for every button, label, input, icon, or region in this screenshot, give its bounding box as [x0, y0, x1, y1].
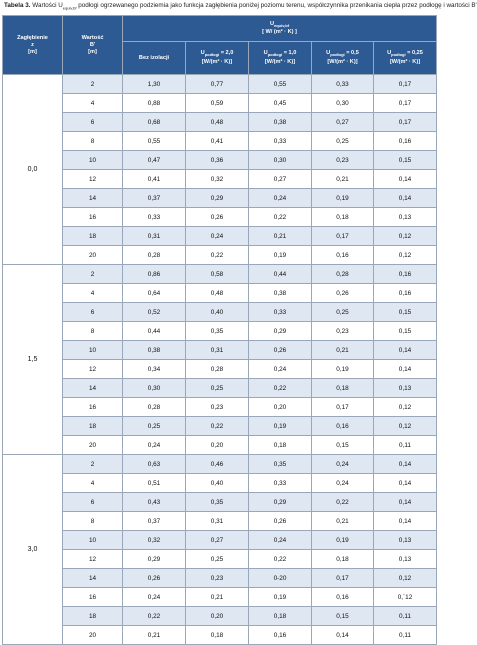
- bvalue-cell: 14: [63, 189, 123, 208]
- u-value-cell: 0,38: [123, 341, 186, 360]
- u-value-cell: 0,24: [249, 189, 312, 208]
- u-value-cell: 0,58: [186, 265, 249, 284]
- u-value-cell: 0,26: [312, 284, 374, 303]
- u-value-cell: 0,17: [374, 75, 437, 94]
- header-u-symbol: U: [200, 50, 205, 57]
- header-u-value: = 1,0: [283, 50, 297, 57]
- table-row: [3, 607, 437, 626]
- table-row: [3, 550, 437, 569]
- u-value-cell: 0,35: [249, 455, 312, 474]
- header-u-symbol: U: [263, 50, 268, 57]
- u-value-cell: 0,68: [123, 113, 186, 132]
- u-value-cell: 0,21: [312, 170, 374, 189]
- u-value-cell: 0,12: [374, 398, 437, 417]
- u-value-cell: 1,30: [123, 75, 186, 94]
- u-value-cell: 0,21: [123, 626, 186, 645]
- u-value-cell: 0,16: [312, 417, 374, 436]
- u-value-cell: 0,41: [123, 170, 186, 189]
- u-value-cell: 0,88: [123, 94, 186, 113]
- table-row: [3, 436, 437, 455]
- depth-cell: 1,5: [3, 265, 63, 455]
- u-value-cell: 0,31: [186, 512, 249, 531]
- u-value-cell: 0,16: [312, 588, 374, 607]
- bvalue-cell: 8: [63, 512, 123, 531]
- bvalue-cell: 16: [63, 208, 123, 227]
- table-row: [3, 170, 437, 189]
- bvalue-cell: 4: [63, 94, 123, 113]
- u-value-cell: 0,17: [374, 94, 437, 113]
- u-value-cell: 0,27: [249, 170, 312, 189]
- u-value-cell: 0,15: [374, 303, 437, 322]
- u-value-cell: 0,12: [374, 246, 437, 265]
- u-value-cell: 0,48: [186, 284, 249, 303]
- u-value-cell: 0,28: [186, 360, 249, 379]
- u-value-cell: 0,86: [123, 265, 186, 284]
- header-u-unit: [W/(m² · K)]: [201, 58, 233, 65]
- bvalue-cell: 4: [63, 284, 123, 303]
- u-value-cell: 0,32: [123, 531, 186, 550]
- u-value-cell: 0,28: [123, 246, 186, 265]
- table-row: [3, 208, 437, 227]
- bvalue-cell: 16: [63, 588, 123, 607]
- table-row: [3, 75, 437, 94]
- u-value-cell: 0,22: [123, 607, 186, 626]
- u-value-cell: 0,17: [312, 569, 374, 588]
- table-row: [3, 588, 437, 607]
- u-value-cell: 0,35: [186, 322, 249, 341]
- u-value-cell: 0,14: [374, 189, 437, 208]
- u-value-cell: 0,23: [312, 151, 374, 170]
- u-value-cell: 0,45: [249, 94, 312, 113]
- bvalue-cell: 12: [63, 170, 123, 189]
- header-depth-label: Zagłębienie: [17, 34, 48, 41]
- table-row: [3, 417, 437, 436]
- u-value-cell: 0,19: [249, 246, 312, 265]
- bvalue-cell: 12: [63, 360, 123, 379]
- u-value-cell: 0,21: [249, 227, 312, 246]
- table-row: [3, 512, 437, 531]
- u-value-cell: 0,33: [249, 132, 312, 151]
- table-row: [3, 265, 437, 284]
- u-value-cell: 0,31: [186, 341, 249, 360]
- header-bvalue-symbol: B': [89, 41, 96, 48]
- u-value-cell: 0,27: [312, 113, 374, 132]
- header-u-symbol: U: [387, 50, 392, 57]
- u-value-cell: 0,11: [374, 436, 437, 455]
- u-value-cell: 0,13: [374, 531, 437, 550]
- bvalue-cell: 6: [63, 303, 123, 322]
- u-value-cell: 0,15: [374, 322, 437, 341]
- u-value-cell: 0,40: [186, 474, 249, 493]
- table-row: [3, 284, 437, 303]
- u-value-cell: 0-20: [249, 569, 312, 588]
- u-value-cell: 0,64: [123, 284, 186, 303]
- u-value-cell: 0,44: [123, 322, 186, 341]
- table-row: [3, 626, 437, 645]
- u-value-cell: 0,24: [123, 436, 186, 455]
- u-value-cell: 0,24: [123, 588, 186, 607]
- u-value-cell: 0,23: [186, 569, 249, 588]
- table-row: [3, 246, 437, 265]
- u-value-cell: 0,29: [249, 322, 312, 341]
- u-value-cell: 0,44: [249, 265, 312, 284]
- u-value-cell: 0,33: [249, 303, 312, 322]
- caption-label: Tabela 3.: [4, 2, 31, 9]
- header-depth: [3, 16, 63, 75]
- u-value-cell: 0,16: [249, 626, 312, 645]
- table-row: [3, 531, 437, 550]
- bvalue-cell: 18: [63, 417, 123, 436]
- table-row: [3, 189, 437, 208]
- u-value-cell: 0,25: [186, 550, 249, 569]
- u-value-cell: 0,16: [374, 284, 437, 303]
- bvalue-cell: 18: [63, 227, 123, 246]
- caption-text-b: podłogi ogrzewanego podziemia jako funkcja zagłębienia poniżej poziomu terenu, współczynnika przenikania ciepła przez podłogę i wartości B': [76, 2, 477, 9]
- u-value-cell: 0,19: [312, 360, 374, 379]
- caption-text-a: Wartości U: [30, 2, 63, 9]
- u-value-cell: 0,55: [249, 75, 312, 94]
- table-row: [3, 474, 437, 493]
- u-value-cell: 0,48: [186, 113, 249, 132]
- header-depth-unit: [m]: [28, 48, 37, 55]
- bvalue-cell: 16: [63, 398, 123, 417]
- u-value-cell: 0,29: [123, 550, 186, 569]
- u-value-cell: 0,28: [123, 398, 186, 417]
- u-value-cell: 0,63: [123, 455, 186, 474]
- table-row: [3, 322, 437, 341]
- bvalue-cell: 10: [63, 341, 123, 360]
- u-value-cell: 0,37: [123, 189, 186, 208]
- u-value-cell: 0,21: [312, 341, 374, 360]
- u-value-cell: 0,32: [186, 170, 249, 189]
- u-value-cell: 0,16: [374, 132, 437, 151]
- u-value-cell: 0,41: [186, 132, 249, 151]
- u-value-cell: 0,26: [249, 512, 312, 531]
- u-value-cell: 0,18: [186, 626, 249, 645]
- header-uequiv-symbol: U: [269, 20, 274, 27]
- u-value-cell: 0,38: [249, 113, 312, 132]
- u-value-cell: 0,24: [249, 531, 312, 550]
- u-value-cell: 0,18: [312, 550, 374, 569]
- u-value-cell: 0,19: [312, 531, 374, 550]
- u-value-cell: 0,36: [186, 151, 249, 170]
- u-value-cell: 0,16: [312, 246, 374, 265]
- table-row: [3, 569, 437, 588]
- bvalue-cell: 4: [63, 474, 123, 493]
- u-value-cell: 0,26: [186, 208, 249, 227]
- bvalue-cell: 8: [63, 322, 123, 341]
- u-value-cell: 0,28: [312, 265, 374, 284]
- u-value-cell: 0,22: [249, 208, 312, 227]
- u-value-cell: 0,46: [186, 455, 249, 474]
- u-value-cell: 0,37: [123, 512, 186, 531]
- header-u-value: = 0,5: [346, 50, 359, 57]
- u-value-cell: 0,26: [123, 569, 186, 588]
- u-value-cell: 0,14: [374, 474, 437, 493]
- u-value-cell: 0,13: [374, 379, 437, 398]
- u-value-cell: 0,29: [186, 189, 249, 208]
- u-value-cell: 0,22: [186, 417, 249, 436]
- u-value-cell: 0,40: [186, 303, 249, 322]
- header-no-insulation: Bez izolacji: [123, 42, 186, 75]
- u-value-cell: 0,13: [374, 550, 437, 569]
- u-value-cell: 0,30: [123, 379, 186, 398]
- u-value-cell: 0,51: [123, 474, 186, 493]
- header-uequiv-sub: equiv,bf: [274, 23, 290, 29]
- bvalue-cell: 20: [63, 246, 123, 265]
- u-value-cell: 0,21: [186, 588, 249, 607]
- header-u-0-5: [312, 42, 374, 75]
- u-value-cell: 0,18: [249, 607, 312, 626]
- u-value-cell: 0,33: [249, 474, 312, 493]
- u-value-cell: 0,14: [374, 512, 437, 531]
- u-value-cell: 0,17: [374, 113, 437, 132]
- u-value-cell: 0,11: [374, 626, 437, 645]
- u-value-cell: 0,14: [374, 341, 437, 360]
- u-value-cell: 0,21: [312, 512, 374, 531]
- u-value-cell: 0,19: [249, 588, 312, 607]
- header-u-value: = 0,25: [407, 50, 423, 57]
- u-value-cell: 0,16: [374, 265, 437, 284]
- u-value-cell: 0,20: [186, 436, 249, 455]
- u-value-cell: 0,38: [249, 284, 312, 303]
- header-u-sub: podłogi: [330, 52, 345, 58]
- header-depth-symbol: z: [31, 41, 34, 48]
- u-value-cell: 0,24: [312, 474, 374, 493]
- header-u-sub: podłogi: [391, 52, 406, 58]
- table-row: [3, 132, 437, 151]
- bvalue-cell: 8: [63, 132, 123, 151]
- table-row: [3, 227, 437, 246]
- u-value-cell: 0,25: [312, 303, 374, 322]
- u-value-cell: 0,22: [312, 493, 374, 512]
- header-bvalue-unit: [m]: [88, 48, 97, 55]
- u-value-cell: 0,30: [249, 151, 312, 170]
- u-value-cell: 0,24: [186, 227, 249, 246]
- table-row: [3, 455, 437, 474]
- u-value-cell: 0,33: [312, 75, 374, 94]
- header-u-value: = 2,0: [220, 50, 234, 57]
- depth-cell: 3,0: [3, 455, 63, 645]
- u-value-cell: 0,47: [123, 151, 186, 170]
- u-value-cell: 0,14: [312, 626, 374, 645]
- header-u-sub: podłogi: [204, 52, 220, 58]
- u-value-cell: 0,23: [186, 398, 249, 417]
- bvalue-cell: 10: [63, 151, 123, 170]
- u-value-cell: 0,27: [186, 531, 249, 550]
- u-value-cell: 0,30: [312, 94, 374, 113]
- table-body: [3, 75, 437, 645]
- u-value-cell: 0,17: [312, 398, 374, 417]
- u-value-cell: 0,14: [374, 455, 437, 474]
- u-value-cell: 0,`12: [374, 588, 437, 607]
- u-value-cell: 0,26: [249, 341, 312, 360]
- table-row: [3, 379, 437, 398]
- bvalue-cell: 2: [63, 265, 123, 284]
- bvalue-cell: 18: [63, 607, 123, 626]
- table-row: [3, 151, 437, 170]
- u-value-cell: 0,18: [312, 208, 374, 227]
- u-value-cell: 0,22: [249, 379, 312, 398]
- u-value-cell: 0,35: [186, 493, 249, 512]
- u-value-cell: 0,52: [123, 303, 186, 322]
- header-u-unit: [W/(m² · K)]: [264, 58, 296, 65]
- depth-cell: 0,0: [3, 75, 63, 265]
- u-value-cell: 0,33: [123, 208, 186, 227]
- u-value-cell: 0,34: [123, 360, 186, 379]
- u-value-cell: 0,19: [249, 417, 312, 436]
- u-value-cell: 0,14: [374, 170, 437, 189]
- header-u-sub: podłogi: [267, 52, 283, 58]
- bvalue-cell: 14: [63, 379, 123, 398]
- header-uequiv: [123, 16, 437, 42]
- header-bvalue: [63, 16, 123, 75]
- u-value-cell: 0,18: [249, 436, 312, 455]
- u-value-cell: 0,12: [374, 227, 437, 246]
- header-u-unit: [W/(m² · K)]: [327, 58, 358, 65]
- u-value-cell: 0,25: [123, 417, 186, 436]
- u-value-cell: 0,43: [123, 493, 186, 512]
- bvalue-cell: 6: [63, 493, 123, 512]
- bvalue-cell: 20: [63, 436, 123, 455]
- u-value-cell: 0,12: [374, 417, 437, 436]
- header-u-unit: [W/(m² · K)]: [389, 58, 421, 65]
- u-value-cell: 0,24: [249, 360, 312, 379]
- u-value-cell: 0,17: [312, 227, 374, 246]
- bvalue-cell: 12: [63, 550, 123, 569]
- u-value-cell: 0,29: [249, 493, 312, 512]
- u-value-cell: 0,20: [186, 607, 249, 626]
- table-row: [3, 94, 437, 113]
- table-caption: [4, 2, 477, 11]
- u-value-cell: 0,24: [312, 455, 374, 474]
- u-value-cell: 0,22: [249, 550, 312, 569]
- header-bvalue-label: Wartość: [81, 34, 104, 41]
- u-value-cell: 0,11: [374, 607, 437, 626]
- u-value-cell: 0,25: [186, 379, 249, 398]
- table-row: [3, 113, 437, 132]
- u-value-cell: 0,22: [186, 246, 249, 265]
- bvalue-cell: 10: [63, 531, 123, 550]
- u-value-cell: 0,14: [374, 493, 437, 512]
- u-values-table: [2, 15, 437, 645]
- header-u-symbol: U: [326, 50, 331, 57]
- u-value-cell: 0,23: [312, 322, 374, 341]
- u-value-cell: 0,59: [186, 94, 249, 113]
- u-value-cell: 0,15: [312, 436, 374, 455]
- bvalue-cell: 6: [63, 113, 123, 132]
- table-row: [3, 341, 437, 360]
- u-value-cell: 0,55: [123, 132, 186, 151]
- u-value-cell: 0,31: [123, 227, 186, 246]
- table-row: [3, 360, 437, 379]
- table-row: [3, 493, 437, 512]
- u-value-cell: 0,18: [312, 379, 374, 398]
- u-value-cell: 0,25: [312, 132, 374, 151]
- header-u-0-25: [374, 42, 437, 75]
- u-value-cell: 0,15: [374, 151, 437, 170]
- bvalue-cell: 2: [63, 455, 123, 474]
- bvalue-cell: 14: [63, 569, 123, 588]
- u-value-cell: 0,13: [374, 208, 437, 227]
- u-value-cell: 0,15: [312, 607, 374, 626]
- u-value-cell: 0,14: [374, 360, 437, 379]
- table-header: [3, 16, 437, 75]
- u-value-cell: 0,12: [374, 569, 437, 588]
- u-value-cell: 0,20: [249, 398, 312, 417]
- bvalue-cell: 20: [63, 626, 123, 645]
- table-row: [3, 303, 437, 322]
- header-u-1-0: [249, 42, 312, 75]
- u-value-cell: 0,19: [312, 189, 374, 208]
- caption-sub: equiv,bf: [62, 5, 77, 11]
- bvalue-cell: 2: [63, 75, 123, 94]
- u-value-cell: 0,77: [186, 75, 249, 94]
- header-u-2-0: [186, 42, 249, 75]
- table-row: [3, 398, 437, 417]
- header-uequiv-unit: [ W/ (m² · K) ]: [262, 29, 297, 36]
